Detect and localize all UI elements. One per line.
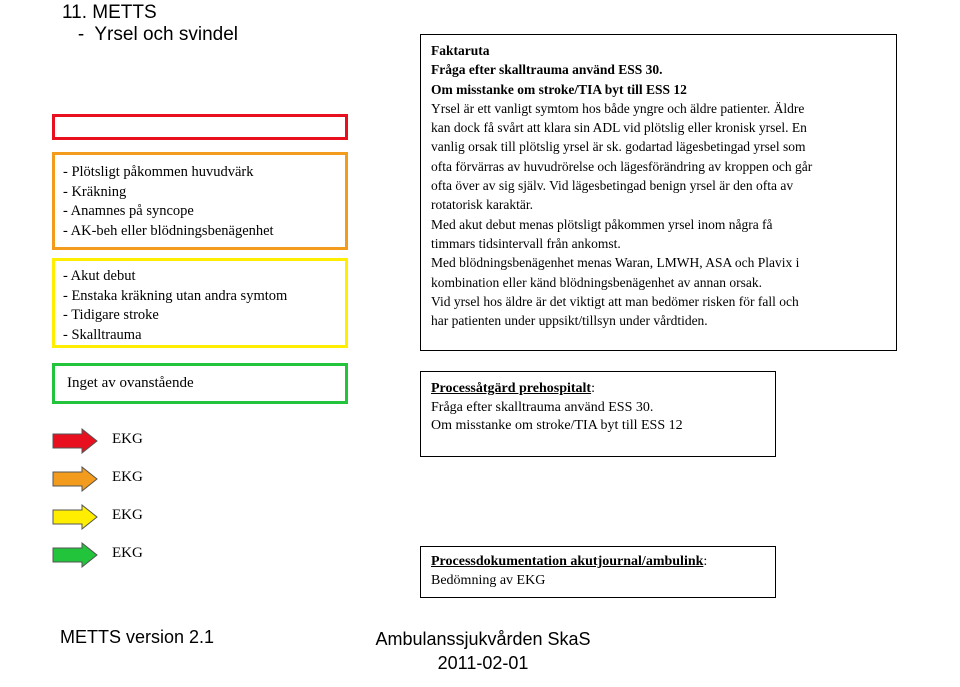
fact-line: vanlig orsak till plötslig yrsel är sk. godartad lägesbetingad yrsel som xyxy=(431,139,806,155)
fact-bold-line: Om misstanke om stroke/TIA byt till ESS 12 xyxy=(431,81,687,97)
fact-line: kan dock få svårt att klara sin ADL vid plötslig eller kronisk yrsel. En xyxy=(431,120,807,136)
fact-line: kombination eller känd blödningsbenägenhet av annan orsak. xyxy=(431,274,763,290)
fact-line: timmars tidsintervall från ankomst. xyxy=(431,235,621,251)
footer-org xyxy=(368,627,598,675)
ekg-label: EKG xyxy=(112,469,143,485)
orange-triage-box xyxy=(52,152,348,250)
footer-date: 2011-02-01 xyxy=(437,653,529,673)
orange-item: - Plötsligt påkommen huvudvärk xyxy=(63,164,254,180)
yellow-item: - Skalltrauma xyxy=(63,326,142,343)
orange-item: - Anamnes på syncope xyxy=(63,203,194,219)
process-action-heading xyxy=(431,380,765,399)
fact-line: Med blödningsbenägenhet menas Waran, LMWH, ASA och Plavix i xyxy=(431,255,800,271)
process-doc-box xyxy=(420,546,776,598)
title-subheading: - Yrsel och svindel xyxy=(62,24,239,45)
ekg-label: EKG xyxy=(112,431,143,447)
green-triage-box xyxy=(52,363,348,404)
page-title xyxy=(62,2,238,46)
orange-item: - AK-beh eller blödningsbenägenhet xyxy=(63,222,274,239)
process-action-colon: : xyxy=(591,381,595,396)
process-action-box xyxy=(420,371,776,457)
process-doc-heading xyxy=(431,553,765,572)
fact-line: Vid yrsel hos äldre är det viktigt att man bedömer risken för fall och xyxy=(431,293,799,309)
ekg-label: EKG xyxy=(112,545,143,561)
title-heading: 11. METTS xyxy=(62,2,157,23)
green-text: Inget av ovanstående xyxy=(67,375,194,391)
fact-line: har patienten under uppsikt/tillsyn under vårdtiden. xyxy=(431,313,708,329)
process-doc-title: Processdokumentation akutjournal/ambulink xyxy=(431,554,704,569)
fact-line: ofta förvärras av huvudrörelse och lägesförändring av kroppen och går xyxy=(431,158,813,174)
footer-org-name: Ambulanssjukvården SkaS xyxy=(375,629,591,649)
ekg-label: EKG xyxy=(112,507,143,523)
yellow-triage-box xyxy=(52,258,348,348)
fact-line: rotatorisk karaktär. xyxy=(431,197,533,213)
fact-heading: Faktaruta xyxy=(431,43,490,58)
process-action-line: Fråga efter skalltrauma använd ESS 30. xyxy=(431,399,654,415)
process-action-line: Om misstanke om stroke/TIA byt till ESS 12 xyxy=(431,418,683,433)
red-triage-box xyxy=(52,114,348,140)
process-doc-line: Bedömning av EKG xyxy=(431,572,546,588)
red-arrow-icon xyxy=(52,428,98,454)
process-doc-colon: : xyxy=(703,554,708,569)
yellow-item: - Tidigare stroke xyxy=(63,307,159,323)
fact-line: Yrsel är ett vanligt symtom hos både yngre och äldre patienter. Äldre xyxy=(431,100,805,116)
fact-bold-line: Fråga efter skalltrauma använd ESS 30. xyxy=(431,62,663,78)
orange-item: - Kräkning xyxy=(63,183,127,200)
process-action-title: Processåtgärd prehospitalt xyxy=(431,381,592,396)
fact-line: Med akut debut menas plötsligt påkommen yrsel inom några få xyxy=(431,216,773,232)
faktaruta-box xyxy=(420,34,897,351)
yellow-item: - Enstaka kräkning utan andra symtom xyxy=(63,287,288,304)
orange-arrow-icon xyxy=(52,466,98,492)
footer-version: METTS version 2.1 xyxy=(60,627,215,647)
fact-line: ofta över av sig själv. Vid lägesbetingad benign yrsel är den ofta av xyxy=(431,178,794,194)
yellow-arrow-icon xyxy=(52,504,98,530)
green-arrow-icon xyxy=(52,542,98,568)
yellow-item: - Akut debut xyxy=(63,268,136,284)
